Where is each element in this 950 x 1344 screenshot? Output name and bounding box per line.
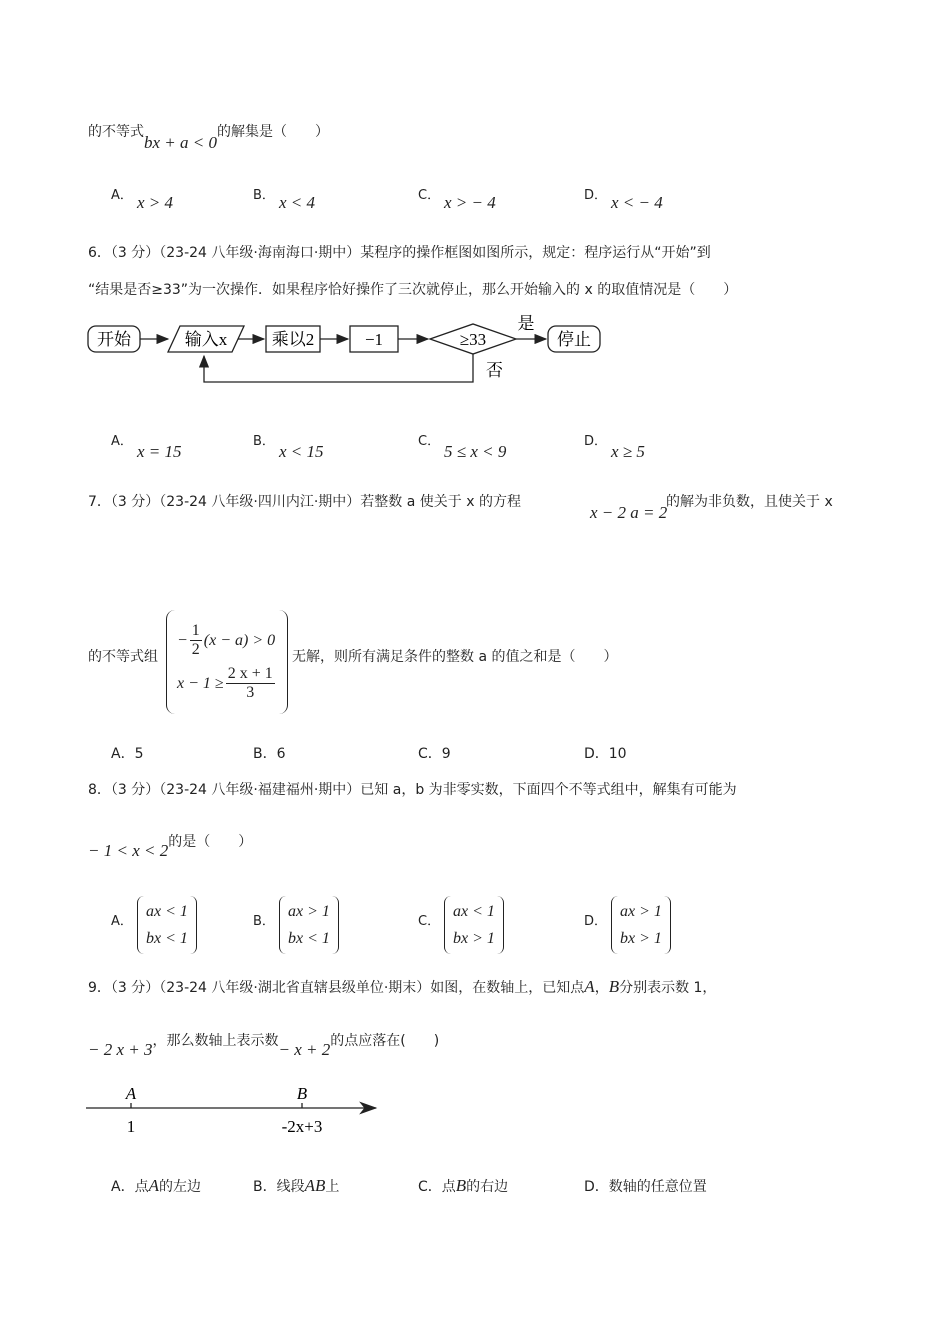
q9-option-d[interactable] [584,1176,707,1196]
q5-option-b-math: x < 4 [279,193,316,212]
left-paren [137,896,144,954]
left-paren [279,896,286,954]
option-label: B． [253,914,275,929]
q7-option-c[interactable]: C．9 [418,746,451,762]
q7-option-a[interactable]: A．5 [111,746,144,762]
q7-equation: x − 2 a = 2 [590,503,668,522]
left-paren [611,896,618,954]
flow-no-text: 否 [486,361,503,380]
sys1-rest: (x − a) > 0 [203,632,276,649]
sys1-prefix: − [177,632,188,649]
option-label: A．点 [111,1179,149,1195]
sys-line: ax > 1 [620,903,662,920]
sys-line: bx < 1 [146,930,188,947]
option-label: B．线段 [253,1179,305,1195]
q6-flowchart [86,310,606,390]
q7-sys-line2 [177,665,277,702]
q5-option-a[interactable] [111,184,133,203]
flow-mult-text: 乘以2 [271,330,315,349]
option-label: D． [584,434,608,449]
sys2-num: 2 x + 1 [227,665,273,682]
option-label: D． [584,914,608,929]
option-label: C．点 [418,1179,456,1195]
q7-option-d[interactable]: D．10 [584,746,627,762]
sys1-fraction [190,622,202,659]
axis-label-a: A [125,1084,137,1103]
q9-text-after: 的点应落在( ) [330,1033,440,1049]
q9-sep: ， [594,980,609,996]
q9-line2 [88,1030,440,1059]
q9-line1-pre: 9．（3 分）（23-24 八年级·湖北省直辖县级单位·期末）如图，在数轴上，已知点 [88,980,585,996]
option-label: B． [253,188,275,203]
q8-math: − 1 < x < 2 [88,841,169,860]
flow-cond-text: ≥33 [459,330,487,349]
sys2-den: 3 [246,684,255,701]
q9-point-a: A [584,977,595,996]
flow-yes-text: 是 [517,314,535,333]
q7-line1-after: 的解为非负数，且使关于 x [666,494,833,510]
option-rest: 的右边 [466,1179,509,1195]
q7-line1-text: 7．（3 分）（23-24 八年级·四川内江·期中）若整数 a 使关于 x 的方程 [88,494,521,510]
sys-line: bx > 1 [620,930,662,947]
flow-minus-text: −1 [364,330,384,349]
left-paren [444,896,451,954]
q5-option-d[interactable] [584,184,607,203]
axis-value-b: -2x+3 [281,1117,323,1136]
q7-text-before: 的不等式组 [88,649,158,665]
axis-value-a: 1 [126,1117,136,1136]
sys-line: bx > 1 [453,930,495,947]
q7-text-after: 无解，则所有满足条件的整数 a 的值之和是（ ） [292,649,618,665]
q5-option-c-math: x > − 4 [444,193,496,212]
q9-math2: − x + 2 [278,1040,331,1059]
option-label: A． [111,434,133,449]
q5-option-a-math: x > 4 [137,193,174,212]
axis-label-b: B [296,1084,308,1103]
q8-option-b[interactable] [253,910,275,929]
flow-start-text: 开始 [97,330,131,349]
q9-point-b: B [608,977,620,996]
q8-line2 [88,831,253,860]
sys2-prefix: x − 1 ≥ [177,675,224,692]
option-label: C． [418,434,441,449]
q8-option-d-system [611,896,671,954]
q9-mid: ，那么数轴上表示数 [152,1033,279,1049]
option-label: B． [253,434,275,449]
q5-text-before: 的不等式 [88,124,144,140]
q5-math: bx + a < 0 [144,133,217,152]
q5-text-after: 的解集是（ ） [217,124,329,140]
option-math: A [148,1176,159,1195]
q9-line1 [88,977,716,997]
flow-stop-text: 停止 [557,330,591,349]
option-label: A． [111,188,133,203]
flow-input-text: 输入x [184,330,228,349]
q6-line2: “结果是否≥33”为一次操作．如果程序恰好操作了三次就停止，那么开始输入的 x 的取值情况是（ ） [88,282,738,298]
q8-line1: 8．（3 分）（23-24 八年级·福建福州·期中）已知 a，b 为非零实数，下面四个不等式组中，解集有可能为 [88,782,737,798]
sys2-fraction [226,665,275,702]
q8-option-d[interactable] [584,910,607,929]
q9-number-line [84,1080,384,1140]
q6-option-b-math: x < 15 [279,442,324,461]
q8-text-after: 的是（ ） [168,834,253,850]
q6-option-c-math: 5 ≤ x < 9 [444,442,507,461]
left-brace [166,610,175,714]
q8-option-c-system [444,896,504,954]
option-label: C． [418,914,441,929]
q6-option-c[interactable] [418,430,440,449]
q6-option-b[interactable] [253,430,275,449]
q5-option-c[interactable] [418,184,440,203]
sys1-den: 2 [191,641,200,658]
q5-stem [88,121,329,152]
q9-option-a[interactable] [111,1176,201,1196]
q7-sys-line1 [177,622,277,659]
sys1-num: 1 [191,622,200,639]
option-label: C． [418,188,441,203]
right-paren [332,896,339,954]
q9-option-b[interactable] [253,1176,339,1196]
sys-line: bx < 1 [288,930,330,947]
right-paren [279,610,288,714]
q9-option-c[interactable] [418,1176,508,1196]
sys-line: ax < 1 [453,903,495,920]
q8-option-a[interactable] [111,910,133,929]
q9-line1-post: 分别表示数 1， [619,980,717,996]
q5-option-d-math: x < − 4 [611,193,663,212]
q8-option-a-system [137,896,197,954]
option-math: B [455,1176,467,1195]
option-math: AB [304,1176,326,1195]
q6-option-a[interactable] [111,430,133,449]
q6-option-d-math: x ≥ 5 [611,442,645,461]
right-paren [190,896,197,954]
q5-option-b[interactable] [253,184,275,203]
q6-option-d[interactable] [584,430,607,449]
q7-option-b[interactable]: B．6 [253,746,286,762]
sys-line: ax < 1 [146,903,188,920]
option-label: D．数轴的任意位置 [584,1179,707,1195]
q9-math1: − 2 x + 3 [88,1040,153,1059]
q8-option-c[interactable] [418,910,440,929]
q6-line1: 6．（3 分）（23-24 八年级·海南海口·期中）某程序的操作框图如图所示，规定：程序运行从“开始”到 [88,245,711,261]
q8-option-b-system [279,896,339,954]
right-paren [497,896,504,954]
option-rest: 的左边 [158,1179,201,1195]
option-label: D． [584,188,608,203]
option-rest: 上 [325,1179,340,1195]
q7-line1 [88,491,521,511]
option-label: A． [111,914,133,929]
q7-inequality-system [166,608,288,716]
right-paren [664,896,671,954]
sys-line: ax > 1 [288,903,330,920]
q6-option-a-math: x = 15 [137,442,182,461]
